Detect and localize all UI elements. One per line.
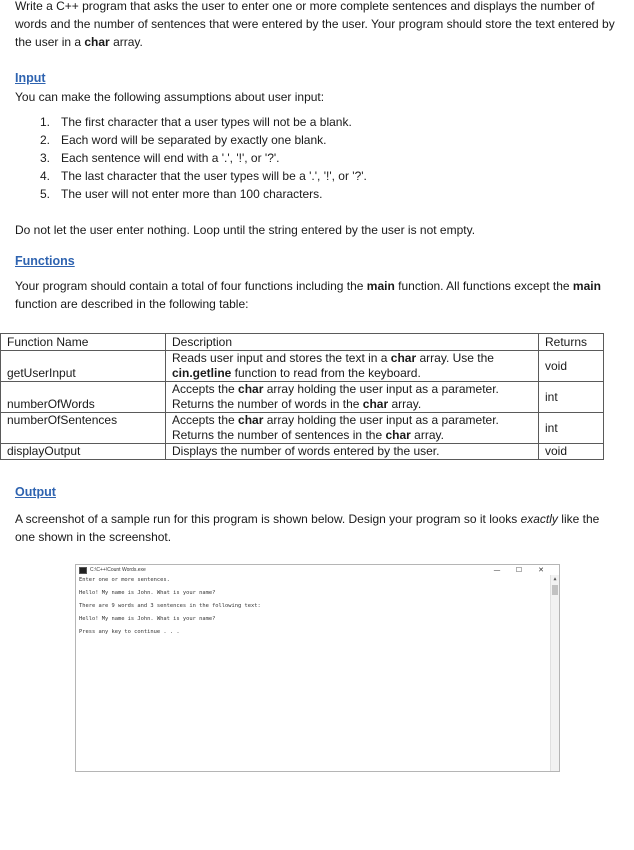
window-controls (486, 566, 552, 574)
output-description (15, 510, 615, 546)
functions-description (15, 277, 615, 313)
functions-desc-text: Your program should contain a total of four functions including the (15, 279, 367, 293)
intro-paragraph (15, 0, 615, 51)
desc-text: array holding the user input as a parameter. (263, 413, 499, 427)
console-app-icon (79, 567, 87, 574)
desc-text: Returns the number of words in the (172, 397, 363, 411)
list-text: Each sentence will end with a '.', '!', or '?'. (61, 151, 280, 165)
description-cell (166, 413, 539, 444)
functions-table (0, 333, 604, 460)
description-cell (166, 351, 539, 382)
maximize-icon: ☐ (515, 566, 523, 574)
intro-bold-char: char (84, 35, 110, 49)
console-title: C:\C++\Count Words.exe (90, 567, 146, 573)
function-name-cell: numberOfWords (1, 382, 166, 413)
desc-text: array. (388, 397, 422, 411)
output-desc-text: A screenshot of a sample run for this program is shown below. Design your program so it looks (15, 512, 521, 526)
input-note: Do not let the user enter nothing. Loop until the string entered by the user is not empty. (15, 223, 476, 237)
functions-desc-bold-main-2: main (572, 279, 601, 293)
column-header: Function Name (1, 334, 166, 351)
function-name-cell: numberOfSentences (1, 413, 166, 444)
desc-text: Accepts the (172, 413, 239, 427)
desc-text: Returns the number of sentences in the (172, 428, 386, 442)
list-item (40, 167, 615, 185)
desc-text: array. (410, 428, 444, 442)
desc-bold: cin.getline (172, 366, 232, 380)
list-text: The last character that the user types will be a '.', '!', or '?'. (61, 169, 367, 183)
list-item (40, 131, 615, 149)
column-header: Returns (539, 334, 604, 351)
console-line: There are 9 words and 3 sentences in the following text: (79, 603, 261, 609)
table-row (1, 444, 604, 460)
table-row (1, 382, 604, 413)
output-section (15, 484, 615, 546)
console-output (76, 575, 559, 644)
close-icon: ✕ (538, 566, 544, 574)
function-name-cell: getUserInput (1, 351, 166, 382)
functions-heading: Functions (15, 254, 75, 268)
desc-text: array holding the user input as a parameter. (263, 382, 499, 396)
list-item (40, 149, 615, 167)
description-cell: Displays the number of words entered by the user. (166, 444, 539, 460)
list-item (40, 113, 615, 131)
table-row (1, 413, 604, 444)
scroll-thumb (552, 585, 558, 595)
desc-bold: char (238, 413, 264, 427)
desc-text: Reads user input and stores the text in a (172, 351, 391, 365)
minimize-icon: — (493, 566, 501, 574)
desc-bold: char (385, 428, 411, 442)
list-number: 3. (40, 151, 51, 165)
list-number: 2. (40, 133, 51, 147)
output-desc-text-end: like the one shown in the screenshot. (15, 512, 600, 544)
input-heading: Input (15, 71, 46, 85)
list-text: Each word will be separated by exactly one blank. (61, 133, 327, 147)
desc-bold: char (390, 351, 417, 365)
list-number: 5. (40, 187, 51, 201)
returns-cell: void (539, 351, 604, 382)
list-number: 4. (40, 169, 51, 183)
desc-text: array. Use the (416, 351, 494, 365)
intro-text-end: array. (109, 35, 143, 49)
list-text: The user will not enter more than 100 characters. (61, 187, 323, 201)
console-window-screenshot (75, 564, 560, 772)
list-number: 1. (40, 115, 51, 129)
intro-text: Write a C++ program that asks the user to enter one or more complete sentences and displays the number of words and the number of sentences that were entered by the user. Your program should store the text entered by the user in a (15, 0, 615, 49)
list-text: The first character that a user types will not be a blank. (61, 115, 352, 129)
desc-text: function to read from the keyboard. (231, 366, 421, 380)
console-line: Enter one or more sentences. (79, 577, 170, 583)
list-item (40, 185, 615, 203)
input-lead: You can make the following assumptions about user input: (15, 90, 325, 104)
table-header-row (1, 334, 604, 351)
functions-desc-bold-main: main (366, 279, 395, 293)
returns-cell: int (539, 413, 604, 444)
column-header: Description (166, 334, 539, 351)
output-desc-italic: exactly (520, 512, 558, 526)
functions-desc-text-end: function are described in the following table: (15, 297, 249, 311)
functions-desc-text-mid: function. All functions except the (394, 279, 573, 293)
console-scrollbar (550, 575, 559, 771)
console-line: Hello! My name is John. What is your name? (79, 590, 216, 596)
assumption-list (15, 113, 615, 203)
desc-bold: char (362, 397, 389, 411)
document (15, 0, 615, 319)
returns-cell: int (539, 382, 604, 413)
description-cell (166, 382, 539, 413)
function-name-cell: displayOutput (1, 444, 166, 460)
output-heading: Output (15, 485, 56, 499)
console-line: Press any key to continue . . . (79, 629, 180, 635)
scroll-up-arrow-icon: ▲ (553, 576, 557, 582)
desc-bold: char (238, 382, 264, 396)
desc-text: Accepts the (172, 382, 239, 396)
table-row (1, 351, 604, 382)
console-line: Hello! My name is John. What is your name? (79, 616, 216, 622)
returns-cell: void (539, 444, 604, 460)
